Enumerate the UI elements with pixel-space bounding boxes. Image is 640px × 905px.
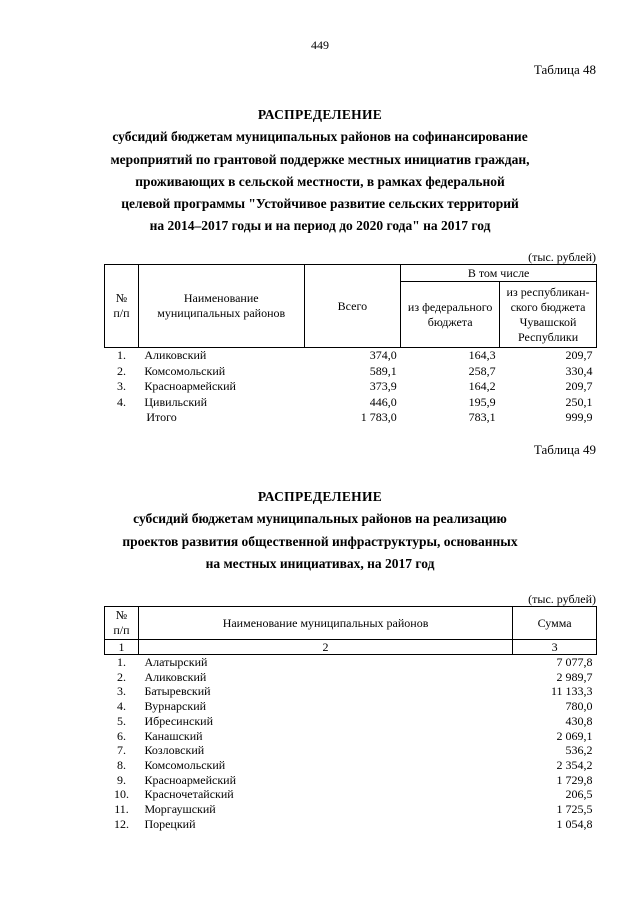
row-num: 7. — [116, 743, 126, 758]
row-num: 2. — [116, 363, 126, 378]
header-name-line: Наименование — [183, 291, 259, 305]
table-row — [105, 802, 597, 817]
row-sum: 2 989,7 — [556, 669, 593, 684]
header-num-line: № — [115, 291, 128, 305]
row-federal: 258,7 — [468, 363, 496, 378]
total-federal: 783,1 — [468, 410, 496, 424]
total-num — [105, 410, 139, 426]
header-name-line: муниципальных районов — [157, 306, 286, 320]
table48-title-line: на 2014–2017 годы и на период до 2020 года" на 2017 год — [149, 218, 491, 234]
row-num: 12. — [113, 816, 129, 831]
header-num-line: п/п — [113, 623, 130, 637]
row-name: Красноармейский — [144, 772, 237, 787]
header-name — [138, 265, 304, 348]
row-sum: 2 354,2 — [556, 757, 593, 772]
row-num: 5. — [116, 713, 126, 728]
row-num: 11. — [114, 802, 129, 817]
table49-title-line: проектов развития общественной инфраструктуры, основанных — [122, 533, 518, 549]
header-num — [105, 607, 139, 640]
table-row — [105, 729, 597, 744]
header-name: Наименование муниципальных районов — [138, 607, 512, 640]
row-num: 10. — [113, 787, 129, 802]
table-row — [105, 655, 597, 670]
row-total: 373,9 — [369, 379, 397, 393]
row-total: 446,0 — [369, 394, 397, 409]
table-row — [105, 395, 597, 411]
row-name: Канашский — [144, 728, 203, 743]
index-cell: 3 — [513, 640, 597, 655]
row-num: 6. — [116, 728, 126, 743]
row-name: Аликовский — [144, 669, 207, 684]
header-republic — [500, 282, 597, 348]
total-row — [105, 410, 597, 426]
row-sum: 1 729,8 — [556, 772, 593, 787]
total-label: Итого — [146, 410, 177, 424]
table48 — [104, 264, 597, 426]
table49-title-line: субсидий бюджетам муниципальных районов на реализацию — [133, 511, 507, 527]
index-cell: 1 — [105, 640, 139, 655]
table49-title-line: РАСПРЕДЕЛЕНИЕ — [257, 489, 383, 504]
header-group: В том числе — [401, 265, 597, 282]
table49-label: Таблица 49 — [533, 442, 596, 457]
table48-label: Таблица 48 — [533, 62, 596, 77]
row-num: 1. — [116, 655, 126, 669]
table-row — [105, 773, 597, 788]
header-num-line: № — [115, 608, 128, 622]
table48-title-line: субсидий бюджетам муниципальных районов на софинансирование — [112, 129, 528, 145]
table-row — [105, 348, 597, 364]
table48-title-line: мероприятий по грантовой поддержке местных инициатив граждан, — [110, 151, 530, 167]
row-sum: 780,0 — [565, 699, 593, 714]
row-num: 3. — [116, 684, 126, 699]
header-num — [105, 265, 139, 348]
table-row — [105, 699, 597, 714]
row-num: 4. — [116, 394, 126, 409]
table-row — [105, 758, 597, 773]
row-name: Алатырский — [144, 655, 208, 669]
header-total: Всего — [304, 265, 401, 348]
table49-title — [60, 486, 580, 575]
header-federal-line: бюджета — [427, 314, 473, 329]
index-cell: 2 — [138, 640, 512, 655]
table-row — [105, 670, 597, 685]
row-name: Козловский — [144, 743, 205, 758]
header-republic-line: ского бюджета — [510, 299, 586, 314]
row-name: Порецкий — [144, 816, 196, 831]
table-row — [105, 364, 597, 380]
row-total: 374,0 — [369, 348, 397, 362]
row-republic: 209,7 — [565, 379, 593, 393]
row-sum: 1 725,5 — [556, 802, 593, 817]
row-num: 3. — [116, 379, 126, 393]
row-republic: 330,4 — [565, 363, 593, 378]
row-sum: 536,2 — [565, 743, 593, 758]
row-name: Ибресинский — [144, 713, 214, 728]
table48-title-line: проживающих в сельской местности, в рамках федеральной — [135, 173, 505, 189]
table48-units: (тыс. рублей) — [528, 250, 596, 264]
table-row — [105, 743, 597, 758]
row-sum: 7 077,8 — [556, 655, 593, 669]
row-republic: 250,1 — [565, 394, 593, 409]
row-num: 1. — [116, 348, 126, 362]
table-row — [105, 714, 597, 729]
table-row — [105, 379, 597, 395]
table-row — [105, 684, 597, 699]
row-total: 589,1 — [369, 363, 397, 378]
header-federal — [401, 282, 500, 348]
table49 — [104, 606, 597, 831]
row-sum: 11 133,3 — [550, 684, 593, 699]
row-name: Красноармейский — [144, 379, 236, 393]
row-sum: 1 054,8 — [556, 816, 593, 831]
row-name: Вурнарский — [144, 699, 207, 714]
row-name: Батыревский — [144, 684, 211, 699]
row-federal: 164,3 — [468, 348, 496, 362]
row-republic: 209,7 — [565, 348, 593, 362]
table48-title-line: РАСПРЕДЕЛЕНИЕ — [257, 107, 383, 122]
header-sum: Сумма — [513, 607, 597, 640]
table49-title-line: на местных инициативах, на 2017 год — [205, 555, 435, 571]
header-federal-line: из федерального — [407, 299, 493, 314]
row-name: Комсомольский — [144, 363, 226, 378]
total-republic: 999,9 — [565, 410, 593, 424]
total-total: 1 783,0 — [360, 410, 397, 424]
row-num: 9. — [116, 772, 126, 787]
row-name: Моргаушский — [144, 802, 216, 817]
row-num: 2. — [116, 669, 126, 684]
row-name: Цивильский — [144, 394, 208, 409]
row-federal: 195,9 — [468, 394, 496, 409]
row-num: 8. — [116, 757, 126, 772]
table49-units: (тыс. рублей) — [528, 592, 596, 606]
row-name: Красночетайский — [144, 787, 234, 802]
row-num: 4. — [116, 699, 126, 714]
row-sum: 2 069,1 — [556, 728, 593, 743]
table48-title — [60, 104, 580, 238]
row-name: Комсомольский — [144, 757, 226, 772]
row-sum: 206,5 — [565, 787, 593, 802]
table48-title-line: целевой программы "Устойчивое развитие сельских территорий — [121, 196, 519, 212]
header-num-line: п/п — [113, 306, 130, 320]
row-federal: 164,2 — [468, 379, 496, 393]
table-row — [105, 817, 597, 832]
page-number: 449 — [311, 38, 329, 52]
header-republic-line: Республики — [517, 329, 579, 344]
row-name: Аликовский — [144, 348, 207, 362]
header-republic-line: из республикан- — [506, 284, 590, 299]
table-row — [105, 787, 597, 802]
header-republic-line: Чувашской — [519, 314, 577, 329]
row-sum: 430,8 — [565, 713, 593, 728]
